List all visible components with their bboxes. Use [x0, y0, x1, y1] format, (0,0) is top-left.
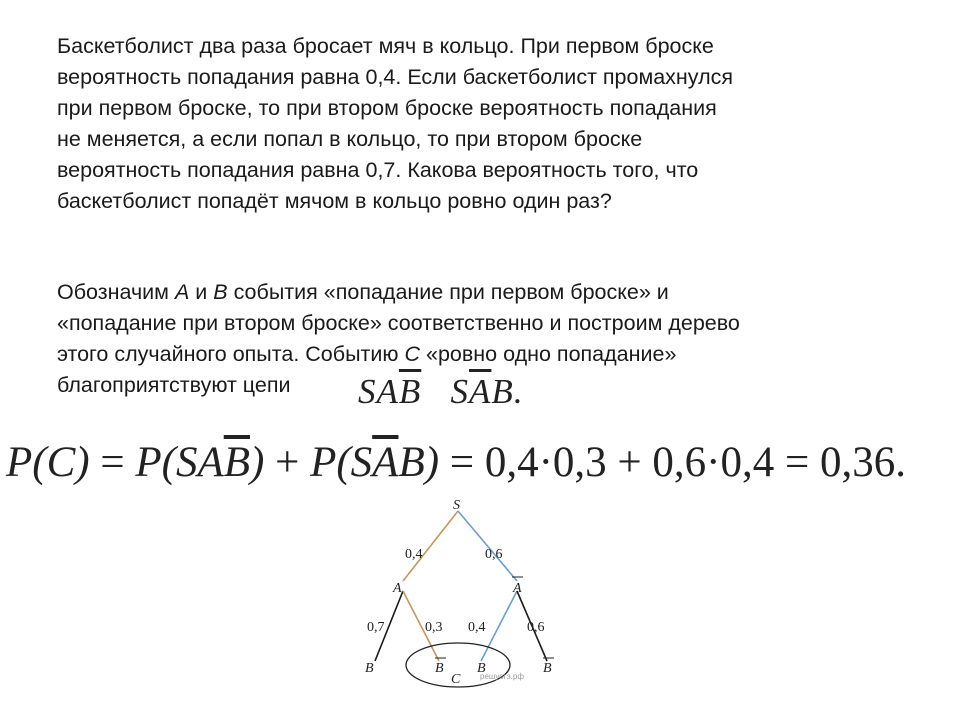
probability-tree	[355, 495, 595, 695]
solution-line: «попадание при втором броске» соответственно и построим дерево	[57, 311, 740, 335]
tree-prob-root-left: 0,4	[405, 547, 423, 562]
problem-line: вероятность попадания равна 0,7. Какова вероятность того, что	[57, 158, 699, 182]
chain-1-prefix: SA	[358, 372, 399, 411]
tree-prob-not-a-not-b: 0,6	[527, 620, 545, 635]
text-fragment: Обозначим	[57, 280, 175, 304]
chain-2-prefix: S	[450, 372, 470, 411]
tree-leaf-b: B	[365, 661, 374, 676]
text-fragment: «ровно одно попадание»	[420, 342, 677, 366]
problem-line: Баскетболист два раза бросает мяч в кольцо. При первом броске	[57, 34, 714, 58]
formula-plus: +	[264, 439, 311, 486]
tree-event-c-label: C	[451, 672, 461, 687]
text-fragment: и	[189, 280, 214, 304]
tree-root-label: S	[453, 498, 460, 513]
tree-prob-a-b: 0,7	[367, 620, 385, 635]
formula-term-1-suffix: )	[250, 439, 265, 486]
tree-prob-a-not-b: 0,3	[425, 620, 443, 635]
tree-leaf-not-b: B	[435, 661, 444, 676]
solution-line: благоприятствуют цепи	[57, 373, 291, 397]
problem-line: вероятность попадания равна 0,4. Если баскетболист промахнулся	[57, 65, 734, 89]
formula-lhs: P(C)	[6, 439, 90, 486]
formula-equals: =	[89, 439, 136, 486]
text-fragment: этого случайного опыта. Событию	[57, 342, 405, 366]
tree-prob-not-a-b: 0,4	[468, 620, 486, 635]
chain-2-suffix: B	[491, 372, 514, 411]
formula-equals: =	[439, 439, 485, 486]
event-a-symbol: A	[174, 280, 190, 304]
event-c-symbol: C	[404, 342, 421, 366]
solution-line	[57, 339, 917, 370]
problem-line: при первом броске, то при втором броске вероятность попадания	[57, 96, 717, 120]
formula-term-2-prefix: P(S	[310, 439, 373, 486]
text-fragment: события «попадание при первом броске» и	[227, 280, 669, 304]
watermark-text: решуогэ.рф	[480, 672, 524, 681]
tree-node-a: A	[393, 581, 402, 596]
problem-line: баскетболист попадёт мячом в кольцо ровно один раз?	[57, 189, 612, 213]
tree-leaf-b: B	[477, 661, 486, 676]
chain-2-not-a: $\overline{A}$	[469, 372, 492, 411]
probability-formula	[6, 438, 906, 487]
formula-result: 0,4·0,3 + 0,6·0,4 = 0,36.	[484, 439, 906, 486]
formula-term-1-bar: $\overline{B}$	[223, 439, 250, 486]
edge-root-right	[458, 511, 517, 581]
event-b-symbol: B	[213, 280, 228, 304]
problem-line: не меняется, а если попал в кольцо, то при втором броске	[57, 127, 643, 151]
chain-period: .	[513, 372, 524, 411]
chain-1	[358, 372, 421, 411]
favorable-chains	[358, 372, 524, 412]
solution-line	[57, 277, 917, 308]
edge-not-a-b	[481, 591, 517, 661]
problem-text	[57, 31, 917, 217]
tree-node-not-a: A	[513, 581, 522, 596]
formula-term-2-suffix: B)	[398, 439, 440, 486]
formula-term-2-bar: $\overline{A}$	[372, 439, 399, 486]
tree-leaf-not-b: B	[543, 661, 552, 676]
chain-1-not-b: $\overline{B}$	[398, 372, 422, 411]
formula-term-1-prefix: P(SA	[135, 439, 224, 486]
edge-root-left	[403, 511, 458, 581]
tree-prob-root-right: 0,6	[485, 547, 503, 562]
chain-2	[451, 372, 514, 411]
